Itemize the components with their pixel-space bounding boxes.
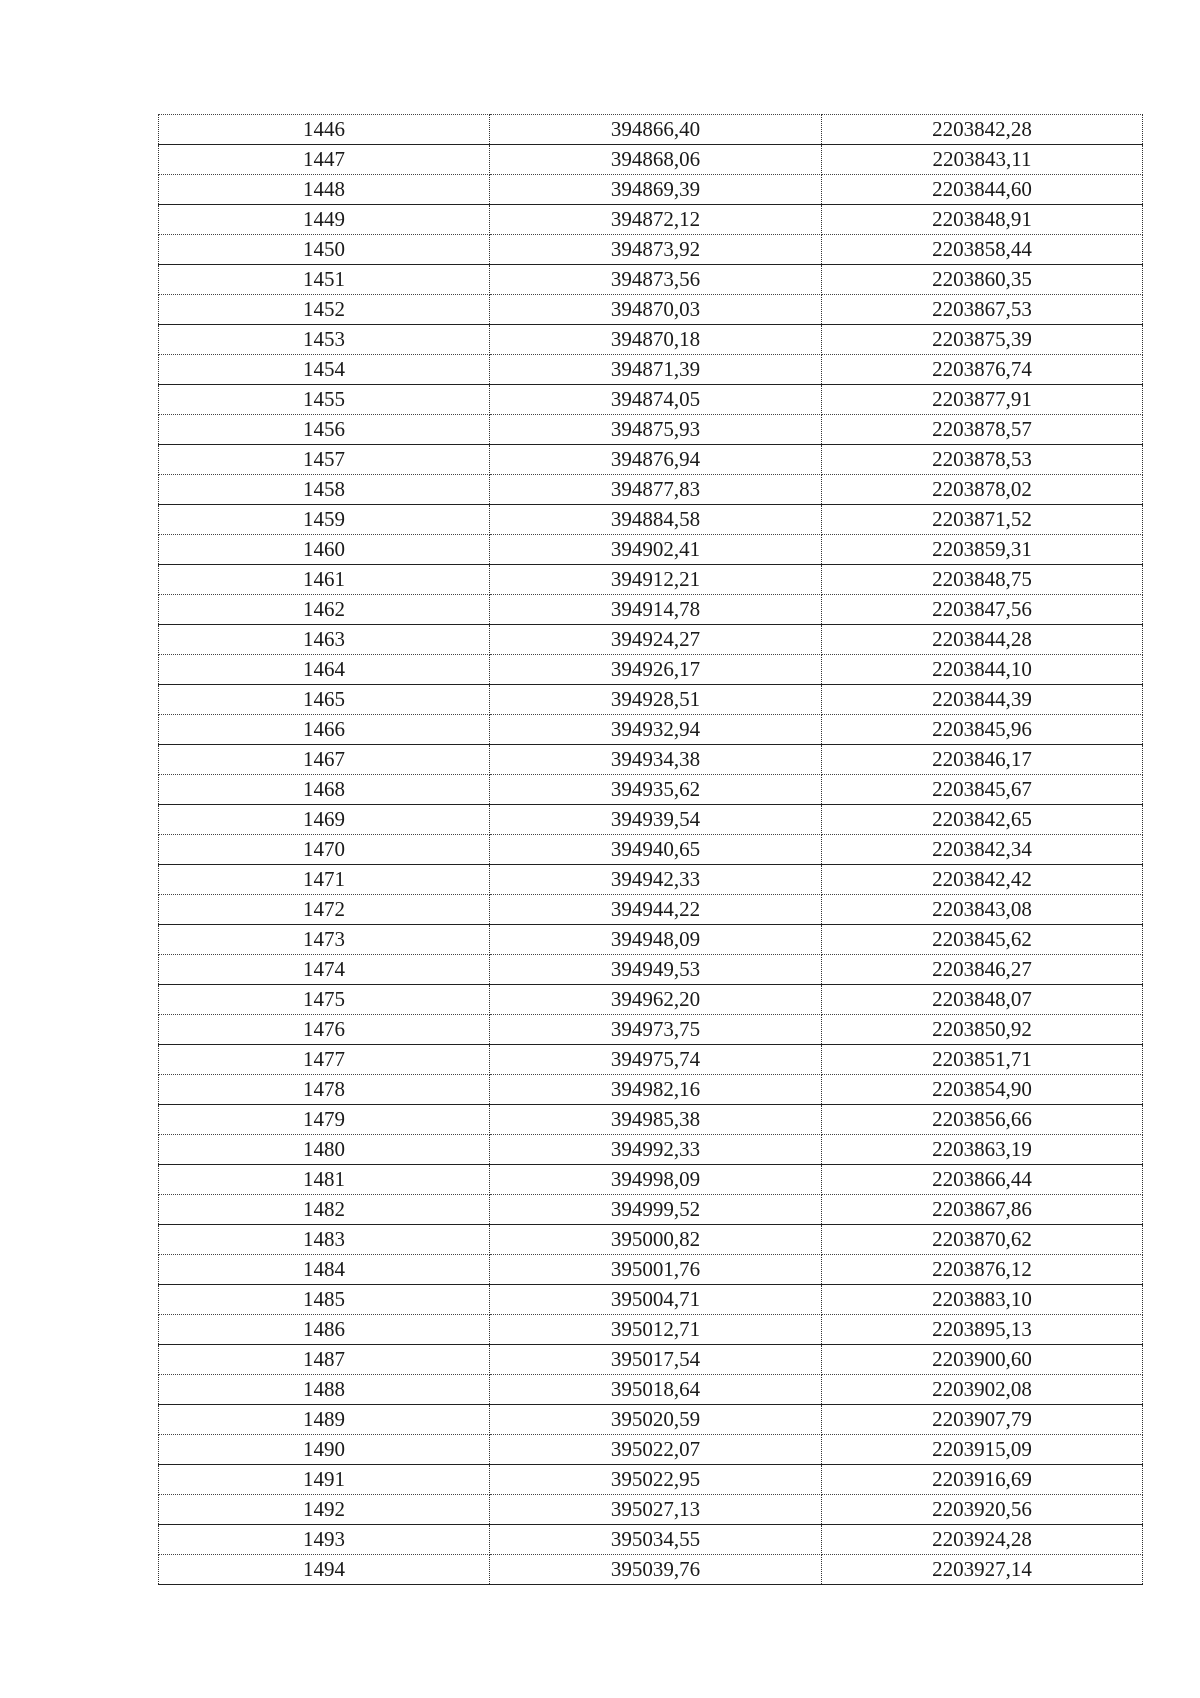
table-row — [159, 1195, 1143, 1225]
point-number-cell: 1451 — [159, 265, 490, 295]
point-number-cell: 1492 — [159, 1495, 490, 1525]
table-row — [159, 625, 1143, 655]
x-coordinate-cell: 394992,33 — [490, 1135, 822, 1165]
y-coordinate-cell: 2203842,42 — [822, 865, 1143, 895]
table-row — [159, 1225, 1143, 1255]
x-coordinate-cell: 394940,65 — [490, 835, 822, 865]
table-row — [159, 955, 1143, 985]
table-row — [159, 1345, 1143, 1375]
table-row — [159, 715, 1143, 745]
point-number-cell: 1457 — [159, 445, 490, 475]
point-number-cell: 1472 — [159, 895, 490, 925]
x-coordinate-cell: 395039,76 — [490, 1555, 822, 1585]
y-coordinate-cell: 2203878,53 — [822, 445, 1143, 475]
x-coordinate-cell: 394973,75 — [490, 1015, 822, 1045]
point-number-cell: 1470 — [159, 835, 490, 865]
point-number-cell: 1448 — [159, 175, 490, 205]
point-number-cell: 1482 — [159, 1195, 490, 1225]
y-coordinate-cell: 2203848,91 — [822, 205, 1143, 235]
y-coordinate-cell: 2203866,44 — [822, 1165, 1143, 1195]
table-row — [159, 835, 1143, 865]
point-number-cell: 1486 — [159, 1315, 490, 1345]
y-coordinate-cell: 2203876,12 — [822, 1255, 1143, 1285]
x-coordinate-cell: 394932,94 — [490, 715, 822, 745]
y-coordinate-cell: 2203876,74 — [822, 355, 1143, 385]
y-coordinate-cell: 2203867,53 — [822, 295, 1143, 325]
point-number-cell: 1477 — [159, 1045, 490, 1075]
x-coordinate-cell: 394870,18 — [490, 325, 822, 355]
point-number-cell: 1449 — [159, 205, 490, 235]
table-row — [159, 445, 1143, 475]
point-number-cell: 1476 — [159, 1015, 490, 1045]
x-coordinate-cell: 394924,27 — [490, 625, 822, 655]
point-number-cell: 1471 — [159, 865, 490, 895]
table-row — [159, 355, 1143, 385]
point-number-cell: 1447 — [159, 145, 490, 175]
y-coordinate-cell: 2203842,65 — [822, 805, 1143, 835]
y-coordinate-cell: 2203856,66 — [822, 1105, 1143, 1135]
x-coordinate-cell: 394871,39 — [490, 355, 822, 385]
point-number-cell: 1487 — [159, 1345, 490, 1375]
y-coordinate-cell: 2203877,91 — [822, 385, 1143, 415]
y-coordinate-cell: 2203900,60 — [822, 1345, 1143, 1375]
x-coordinate-cell: 394935,62 — [490, 775, 822, 805]
point-number-cell: 1483 — [159, 1225, 490, 1255]
table-row — [159, 265, 1143, 295]
point-number-cell: 1461 — [159, 565, 490, 595]
point-number-cell: 1468 — [159, 775, 490, 805]
x-coordinate-cell: 394872,12 — [490, 205, 822, 235]
table-row — [159, 145, 1143, 175]
x-coordinate-cell: 395022,95 — [490, 1465, 822, 1495]
table-row — [159, 895, 1143, 925]
table-row — [159, 805, 1143, 835]
table-row — [159, 1375, 1143, 1405]
table-row — [159, 1495, 1143, 1525]
y-coordinate-cell: 2203842,28 — [822, 115, 1143, 145]
table-row — [159, 1435, 1143, 1465]
point-number-cell: 1484 — [159, 1255, 490, 1285]
point-number-cell: 1465 — [159, 685, 490, 715]
x-coordinate-cell: 394877,83 — [490, 475, 822, 505]
y-coordinate-cell: 2203878,57 — [822, 415, 1143, 445]
point-number-cell: 1479 — [159, 1105, 490, 1135]
y-coordinate-cell: 2203863,19 — [822, 1135, 1143, 1165]
y-coordinate-cell: 2203902,08 — [822, 1375, 1143, 1405]
y-coordinate-cell: 2203844,28 — [822, 625, 1143, 655]
y-coordinate-cell: 2203860,35 — [822, 265, 1143, 295]
table-row — [159, 1285, 1143, 1315]
coordinates-table — [158, 114, 1143, 1585]
x-coordinate-cell: 395034,55 — [490, 1525, 822, 1555]
x-coordinate-cell: 394982,16 — [490, 1075, 822, 1105]
y-coordinate-cell: 2203846,17 — [822, 745, 1143, 775]
y-coordinate-cell: 2203883,10 — [822, 1285, 1143, 1315]
x-coordinate-cell: 394869,39 — [490, 175, 822, 205]
table-row — [159, 295, 1143, 325]
point-number-cell: 1481 — [159, 1165, 490, 1195]
point-number-cell: 1485 — [159, 1285, 490, 1315]
table-row — [159, 415, 1143, 445]
point-number-cell: 1489 — [159, 1405, 490, 1435]
x-coordinate-cell: 394949,53 — [490, 955, 822, 985]
x-coordinate-cell: 394876,94 — [490, 445, 822, 475]
table-row — [159, 1045, 1143, 1075]
table-row — [159, 655, 1143, 685]
point-number-cell: 1493 — [159, 1525, 490, 1555]
point-number-cell: 1446 — [159, 115, 490, 145]
table-row — [159, 475, 1143, 505]
point-number-cell: 1469 — [159, 805, 490, 835]
table-row — [159, 775, 1143, 805]
x-coordinate-cell: 395012,71 — [490, 1315, 822, 1345]
point-number-cell: 1455 — [159, 385, 490, 415]
point-number-cell: 1459 — [159, 505, 490, 535]
x-coordinate-cell: 394870,03 — [490, 295, 822, 325]
x-coordinate-cell: 394939,54 — [490, 805, 822, 835]
table-row — [159, 505, 1143, 535]
point-number-cell: 1474 — [159, 955, 490, 985]
table-row — [159, 1315, 1143, 1345]
y-coordinate-cell: 2203895,13 — [822, 1315, 1143, 1345]
y-coordinate-cell: 2203867,86 — [822, 1195, 1143, 1225]
point-number-cell: 1453 — [159, 325, 490, 355]
table-row — [159, 1105, 1143, 1135]
x-coordinate-cell: 394926,17 — [490, 655, 822, 685]
y-coordinate-cell: 2203851,71 — [822, 1045, 1143, 1075]
x-coordinate-cell: 394999,52 — [490, 1195, 822, 1225]
table-row — [159, 1165, 1143, 1195]
point-number-cell: 1467 — [159, 745, 490, 775]
coordinates-table-body — [159, 115, 1143, 1585]
y-coordinate-cell: 2203875,39 — [822, 325, 1143, 355]
y-coordinate-cell: 2203878,02 — [822, 475, 1143, 505]
y-coordinate-cell: 2203870,62 — [822, 1225, 1143, 1255]
table-row — [159, 385, 1143, 415]
point-number-cell: 1494 — [159, 1555, 490, 1585]
y-coordinate-cell: 2203854,90 — [822, 1075, 1143, 1105]
point-number-cell: 1454 — [159, 355, 490, 385]
table-row — [159, 565, 1143, 595]
y-coordinate-cell: 2203843,11 — [822, 145, 1143, 175]
x-coordinate-cell: 394942,33 — [490, 865, 822, 895]
y-coordinate-cell: 2203848,75 — [822, 565, 1143, 595]
point-number-cell: 1488 — [159, 1375, 490, 1405]
point-number-cell: 1473 — [159, 925, 490, 955]
x-coordinate-cell: 394985,38 — [490, 1105, 822, 1135]
y-coordinate-cell: 2203844,39 — [822, 685, 1143, 715]
table-row — [159, 745, 1143, 775]
table-row — [159, 1465, 1143, 1495]
x-coordinate-cell: 394874,05 — [490, 385, 822, 415]
table-row — [159, 1405, 1143, 1435]
point-number-cell: 1456 — [159, 415, 490, 445]
table-row — [159, 685, 1143, 715]
point-number-cell: 1466 — [159, 715, 490, 745]
point-number-cell: 1460 — [159, 535, 490, 565]
x-coordinate-cell: 395022,07 — [490, 1435, 822, 1465]
y-coordinate-cell: 2203915,09 — [822, 1435, 1143, 1465]
x-coordinate-cell: 394928,51 — [490, 685, 822, 715]
table-row — [159, 115, 1143, 145]
table-row — [159, 925, 1143, 955]
x-coordinate-cell: 394866,40 — [490, 115, 822, 145]
point-number-cell: 1452 — [159, 295, 490, 325]
y-coordinate-cell: 2203845,62 — [822, 925, 1143, 955]
table-row — [159, 1255, 1143, 1285]
x-coordinate-cell: 395018,64 — [490, 1375, 822, 1405]
x-coordinate-cell: 394975,74 — [490, 1045, 822, 1075]
y-coordinate-cell: 2203846,27 — [822, 955, 1143, 985]
table-row — [159, 205, 1143, 235]
x-coordinate-cell: 395020,59 — [490, 1405, 822, 1435]
table-row — [159, 595, 1143, 625]
table-row — [159, 175, 1143, 205]
table-row — [159, 985, 1143, 1015]
y-coordinate-cell: 2203843,08 — [822, 895, 1143, 925]
y-coordinate-cell: 2203920,56 — [822, 1495, 1143, 1525]
table-row — [159, 1015, 1143, 1045]
x-coordinate-cell: 395001,76 — [490, 1255, 822, 1285]
x-coordinate-cell: 394944,22 — [490, 895, 822, 925]
point-number-cell: 1463 — [159, 625, 490, 655]
table-row — [159, 535, 1143, 565]
y-coordinate-cell: 2203844,10 — [822, 655, 1143, 685]
point-number-cell: 1475 — [159, 985, 490, 1015]
point-number-cell: 1490 — [159, 1435, 490, 1465]
point-number-cell: 1462 — [159, 595, 490, 625]
x-coordinate-cell: 395017,54 — [490, 1345, 822, 1375]
x-coordinate-cell: 394962,20 — [490, 985, 822, 1015]
y-coordinate-cell: 2203847,56 — [822, 595, 1143, 625]
point-number-cell: 1478 — [159, 1075, 490, 1105]
y-coordinate-cell: 2203842,34 — [822, 835, 1143, 865]
y-coordinate-cell: 2203907,79 — [822, 1405, 1143, 1435]
y-coordinate-cell: 2203871,52 — [822, 505, 1143, 535]
x-coordinate-cell: 395004,71 — [490, 1285, 822, 1315]
x-coordinate-cell: 394948,09 — [490, 925, 822, 955]
table-row — [159, 325, 1143, 355]
y-coordinate-cell: 2203848,07 — [822, 985, 1143, 1015]
table-row — [159, 1075, 1143, 1105]
y-coordinate-cell: 2203844,60 — [822, 175, 1143, 205]
x-coordinate-cell: 394868,06 — [490, 145, 822, 175]
table-row — [159, 865, 1143, 895]
y-coordinate-cell: 2203859,31 — [822, 535, 1143, 565]
table-row — [159, 235, 1143, 265]
point-number-cell: 1458 — [159, 475, 490, 505]
y-coordinate-cell: 2203924,28 — [822, 1525, 1143, 1555]
x-coordinate-cell: 394934,38 — [490, 745, 822, 775]
y-coordinate-cell: 2203845,67 — [822, 775, 1143, 805]
point-number-cell: 1450 — [159, 235, 490, 265]
table-row — [159, 1555, 1143, 1585]
point-number-cell: 1480 — [159, 1135, 490, 1165]
y-coordinate-cell: 2203927,14 — [822, 1555, 1143, 1585]
table-row — [159, 1135, 1143, 1165]
x-coordinate-cell: 394902,41 — [490, 535, 822, 565]
x-coordinate-cell: 394998,09 — [490, 1165, 822, 1195]
x-coordinate-cell: 395000,82 — [490, 1225, 822, 1255]
x-coordinate-cell: 394884,58 — [490, 505, 822, 535]
x-coordinate-cell: 394873,92 — [490, 235, 822, 265]
point-number-cell: 1464 — [159, 655, 490, 685]
point-number-cell: 1491 — [159, 1465, 490, 1495]
x-coordinate-cell: 394875,93 — [490, 415, 822, 445]
y-coordinate-cell: 2203916,69 — [822, 1465, 1143, 1495]
y-coordinate-cell: 2203858,44 — [822, 235, 1143, 265]
table-row — [159, 1525, 1143, 1555]
y-coordinate-cell: 2203850,92 — [822, 1015, 1143, 1045]
x-coordinate-cell: 394914,78 — [490, 595, 822, 625]
x-coordinate-cell: 395027,13 — [490, 1495, 822, 1525]
x-coordinate-cell: 394873,56 — [490, 265, 822, 295]
x-coordinate-cell: 394912,21 — [490, 565, 822, 595]
y-coordinate-cell: 2203845,96 — [822, 715, 1143, 745]
